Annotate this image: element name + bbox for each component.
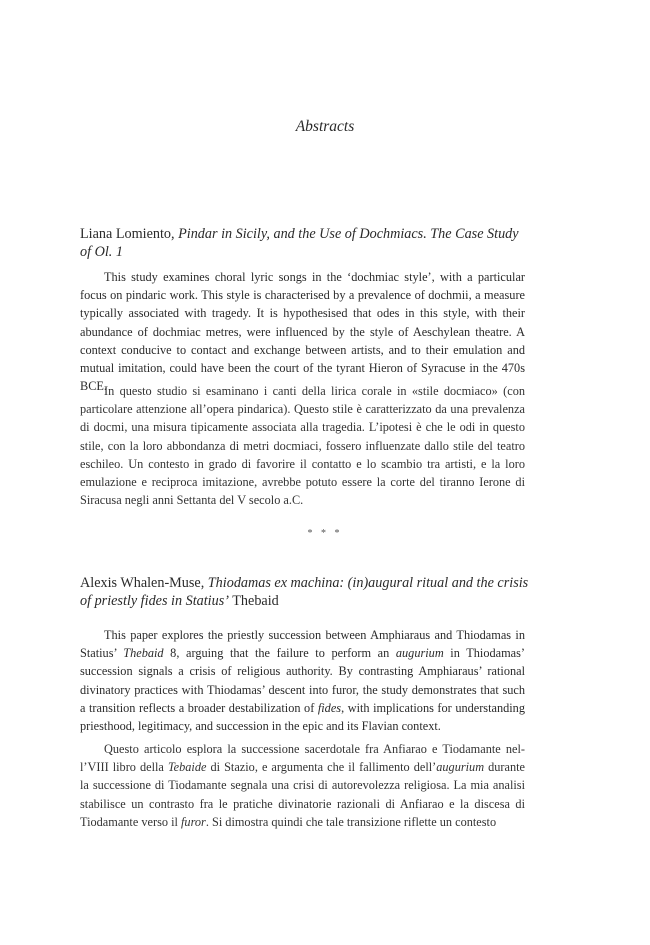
abstract-1-italian-paragraph: In questo studio si esaminano i canti della lirica corale in «stile docmiaco» (con particolare attenzione all’opera pindarica). Questo stile è caratterizzato da una prevalenza di docmi, una misura tipicamente associata alla tragedia. L’ipotesi è che le odi in questo stile, con la loro abbondanza di metri docmiaci, fossero influenzate dallo stile del teatro eschileo. Un contesto in grado di favorire il contatto e lo scambio tra artisti, e la loro emulazione e reciproca imitazione, avrebbe potuto essere la corte del tiranno Ierone di Siracusa negli anni Settanta del V secolo a.C. [80, 384, 525, 508]
italic-run: furor [181, 814, 206, 829]
italic-run: Thebaid [123, 646, 164, 661]
text-run: , with implications for understanding priesthood, legitimacy, and succession in the epic and its Flavian context. [80, 700, 525, 734]
abstract-1-title: Pindar in Sicily, and the Use of Dochmiacs. The Case Study of Ol. 1 [80, 226, 519, 260]
abstract-2-english-paragraph [80, 626, 525, 735]
abstract-1-english-paragraph: This study examines choral lyric songs in the ‘dochmiac style’, with a particular focus on pindaric work. This style is characterised by a prevalence of dochmii, a measure typically associated with tragedy. It is hypothesised that odes in this style, with their abundance of dochmiac metres, were influenced by the style of Aeschylean theatre. A context conducive to contact and exchange between artists, and to their emulation and mutual imitation, could have been the court of the tyrant Hieron of Syracuse in the 470s BCE. [80, 270, 525, 394]
text-run: 8, arguing that the failure to perform an [163, 646, 396, 661]
text-run: Questo articolo esplora la successione sacerdotale fra Anfiarao e Tiodamante nel-l’VIII libro della [80, 742, 525, 775]
italic-run: augurium [436, 760, 485, 775]
abstract-2-title: Thiodamas ex machina: (in)augural ritual and the crisis of priestly fides in Statius’ [80, 575, 529, 609]
abstract-2-author: Alexis Whalen-Muse, [80, 575, 205, 591]
italic-run: augurium [395, 646, 444, 661]
abstract-1-author: Liana Lomiento, [80, 226, 175, 242]
abstract-2-heading [80, 574, 530, 610]
abstract-2-title-tail: Thebaid [232, 593, 279, 609]
text-run: This paper explores the priestly succession between Amphiaraus and Thiodamas in Statius’ [80, 628, 525, 661]
text-run: durante la successione di Tiodamante segnala una crisi di autorevolezza religiosa. La mia analisi stabilisce un contrasto fra le pratiche divinatorie razionali di Anfiarao e la discesa di Tiodamante verso il [80, 760, 525, 829]
section-separator: * * * [307, 528, 343, 539]
italic-run: Tebaide [167, 760, 207, 775]
text-run: . Si dimostra quindi che tale transizione riflette un contesto [205, 814, 497, 829]
text-run: in Thiodamas’ succession signals a crisis of religious authority. By contrasting Amphiaraus’ rational divinatory practices with Thiodamas’ descent into furor, the study demonstrates that such a transition reflects a broader destabilization of [80, 646, 525, 715]
italic-run: fides [317, 700, 342, 715]
text-run: di Stazio, e argumenta che il fallimento dell’ [206, 760, 437, 775]
abstract-1-heading [80, 225, 530, 261]
page-title: Abstracts [295, 118, 355, 135]
abstract-2-italian-paragraph [80, 740, 525, 831]
